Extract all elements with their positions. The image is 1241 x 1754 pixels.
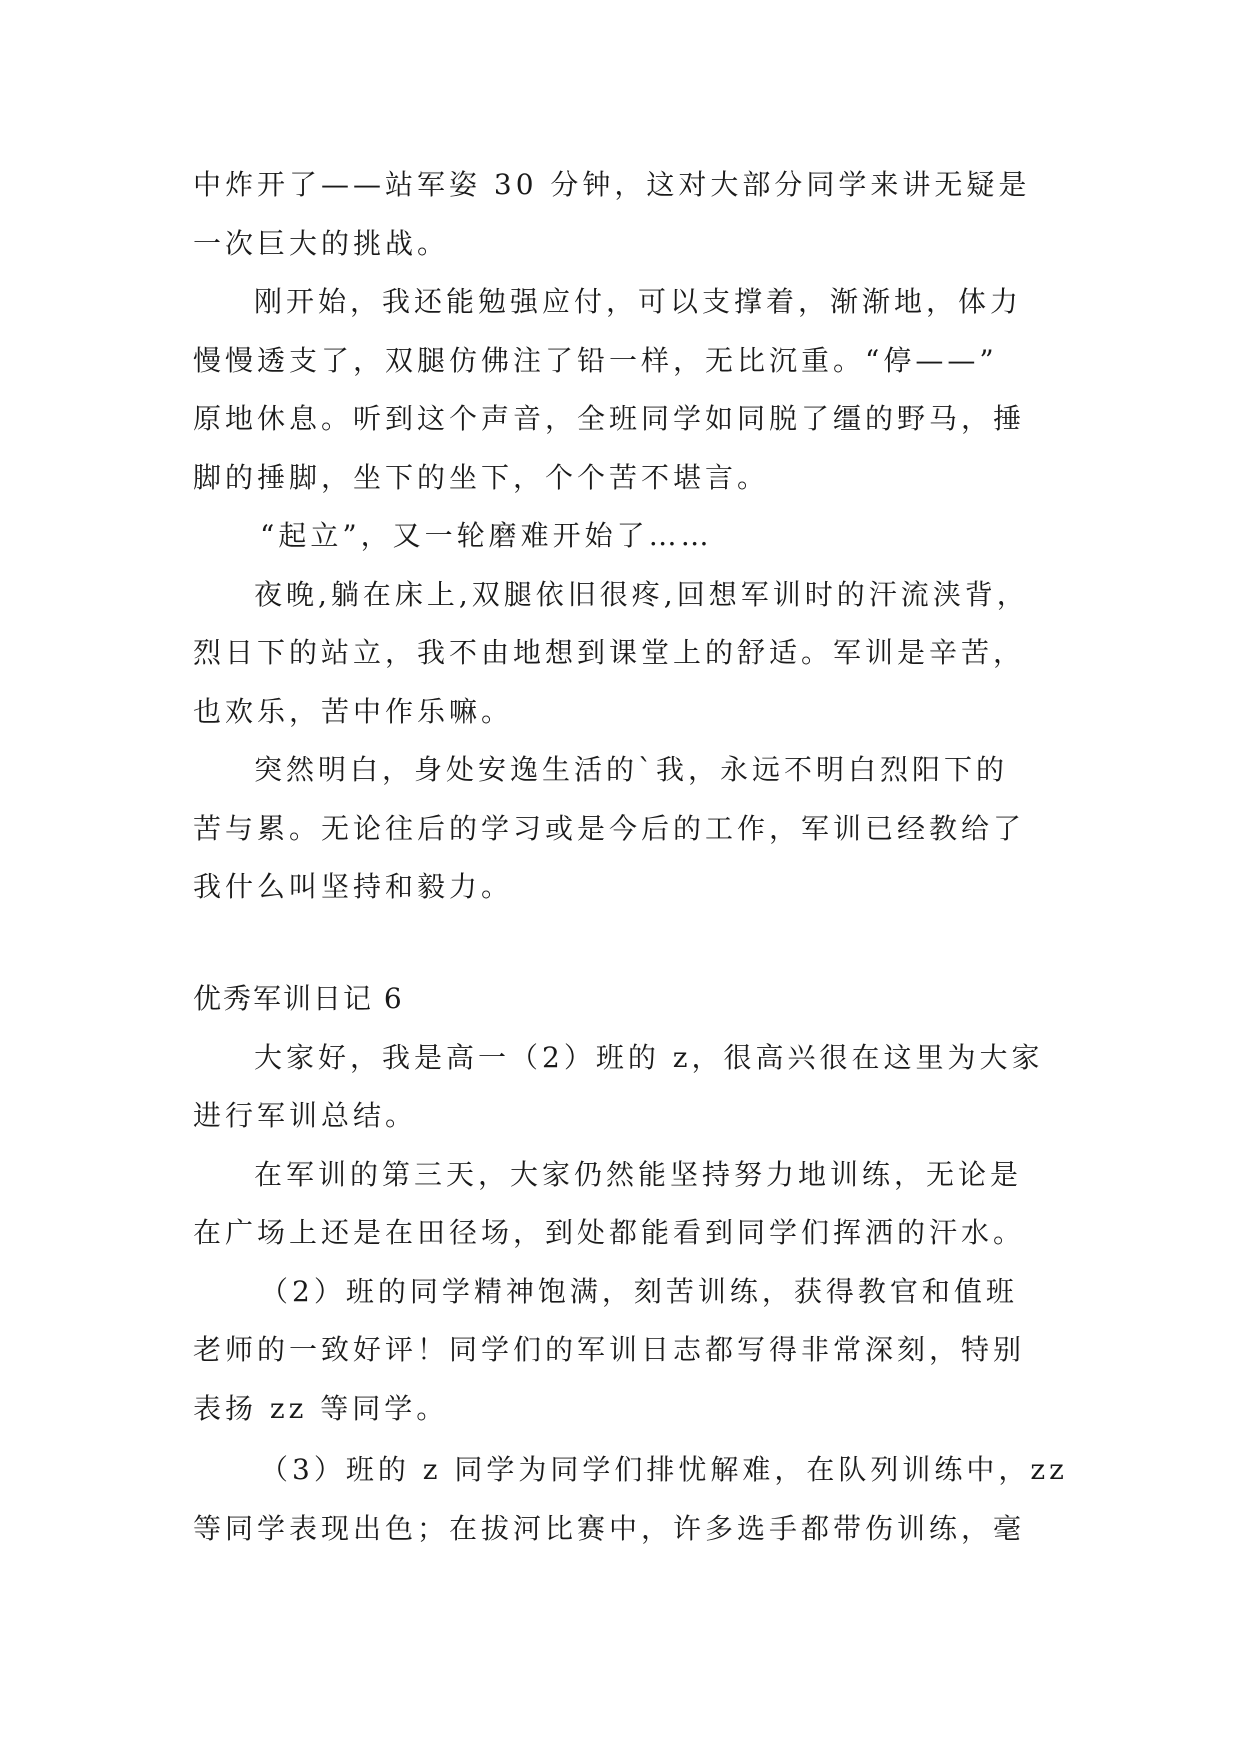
paragraph-line: 表扬 zz 等同学。 — [193, 1392, 449, 1425]
paragraph-line: 原地休息。听到这个声音，全班同学如同脱了缰的野马，捶 — [193, 402, 1026, 435]
paragraph-line: （2）班的同学精神饱满，刻苦训练，获得教官和值班 — [260, 1275, 1018, 1308]
paragraph-line: “起立”，又一轮磨难开始了…… — [260, 519, 713, 552]
paragraph-line: 慢慢透支了，双腿仿佛注了铅一样，无比沉重。“停——” — [193, 344, 998, 377]
paragraph-line: 一次巨大的挑战。 — [193, 227, 450, 260]
paragraph-line: 在军训的第三天，大家仍然能坚持努力地训练，无论是 — [254, 1158, 1023, 1191]
paragraph-line: 刚开始，我还能勉强应付，可以支撑着，渐渐地，体力 — [254, 285, 1023, 318]
paragraph-line: 大家好，我是高一（2）班的 z，很高兴很在这里为大家 — [254, 1041, 1044, 1074]
paragraph-line: 在广场上还是在田径场，到处都能看到同学们挥洒的汗水。 — [193, 1216, 1026, 1249]
paragraph-line: 烈日下的站立，我不由地想到课堂上的舒适。军训是辛苦， — [193, 636, 1026, 669]
section-heading: 优秀军训日记 6 — [193, 982, 404, 1015]
paragraph-line: 也欢乐，苦中作乐嘛。 — [193, 695, 514, 728]
paragraph-line: 老师的一致好评！同学们的军训日志都写得非常深刻，特别 — [193, 1333, 1026, 1366]
paragraph-line: 突然明白，身处安逸生活的`我，永远不明白烈阳下的 — [254, 753, 1009, 786]
paragraph-line: 中炸开了——站军姿 30 分钟，这对大部分同学来讲无疑是 — [193, 168, 1031, 201]
paragraph-line: 我什么叫坚持和毅力。 — [193, 870, 514, 903]
paragraph-line: （3）班的 z 同学为同学们排忧解难，在队列训练中，zz — [260, 1453, 1068, 1486]
paragraph-line: 进行军训总结。 — [193, 1099, 418, 1132]
paragraph-line: 等同学表现出色；在拔河比赛中，许多选手都带伤训练，毫 — [193, 1512, 1026, 1545]
paragraph-line: 苦与累。无论往后的学习或是今后的工作，军训已经教给了 — [193, 812, 1026, 845]
paragraph-line: 夜晚,躺在床上,双腿依旧很疼,回想军训时的汗流浃背， — [254, 578, 1029, 611]
paragraph-line: 脚的捶脚，坐下的坐下，个个苦不堪言。 — [193, 461, 770, 494]
